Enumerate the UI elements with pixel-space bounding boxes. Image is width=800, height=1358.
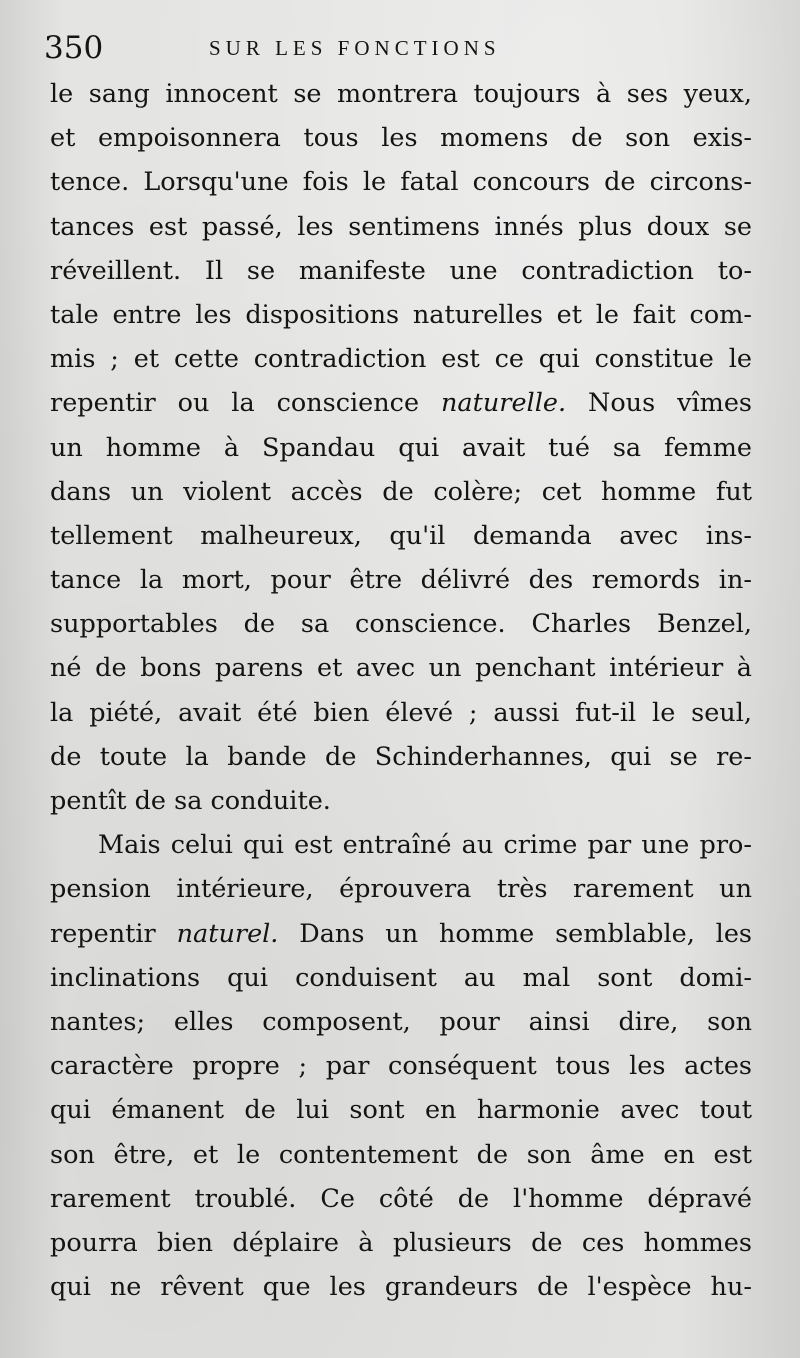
page-number: 350	[44, 30, 104, 66]
text-span: Dans un homme semblable, les	[299, 918, 752, 949]
text-span: repentir	[50, 918, 156, 949]
text-line: qui ne rêvent que les grandeurs de l'espèce hu-	[50, 1272, 752, 1303]
text-line: réveillent. Il se manifeste une contradiction to-	[50, 255, 752, 286]
paragraph-start-line: Mais celui qui est entraîné au crime par une pro-	[98, 830, 752, 861]
text-line: tence. Lorsqu'une fois le fatal concours de circons-	[50, 167, 752, 198]
text-line: tance la mort, pour être délivré des remords in-	[50, 565, 752, 596]
body-text	[50, 72, 752, 1309]
text-line: la piété, avait été bien élevé ; aussi fut-il le seul,	[50, 697, 752, 728]
text-line: tances est passé, les sentimens innés plus doux se	[50, 211, 752, 242]
text-line: et empoisonnera tous les momens de son exis-	[50, 123, 752, 154]
text-line	[50, 912, 752, 956]
text-line: tellement malheureux, qu'il demanda avec ins-	[50, 520, 752, 551]
text-line: le sang innocent se montrera toujours à ses yeux,	[50, 79, 752, 109]
text-line: pension intérieure, éprouvera très rarement un	[50, 874, 752, 905]
text-line: un homme à Spandau qui avait tué sa femme	[50, 432, 752, 463]
text-line: qui émanent de lui sont en harmonie avec tout	[50, 1095, 752, 1126]
paragraph-end-line: pentît de sa conduite.	[50, 786, 331, 816]
text-line: inclinations qui conduisent au mal sont domi-	[50, 962, 752, 993]
italic-word: naturelle.	[440, 388, 567, 419]
text-line: pourra bien déplaire à plusieurs de ces hommes	[50, 1227, 752, 1258]
text-line: supportables de sa conscience. Charles Benzel,	[50, 609, 752, 640]
italic-word: naturel.	[176, 918, 279, 949]
text-line	[50, 381, 752, 425]
text-line: mis ; et cette contradiction est ce qui constitue le	[50, 344, 752, 375]
running-head: SUR LES FONCTIONS	[209, 36, 501, 60]
text-line: caractère propre ; par conséquent tous les actes	[50, 1051, 752, 1082]
text-span: Nous vîmes	[588, 388, 753, 419]
text-line: dans un violent accès de colère; cet homme fut	[50, 476, 752, 507]
page-header	[44, 28, 770, 68]
text-line: de toute la bande de Schinderhannes, qui se re-	[50, 741, 752, 772]
text-line: né de bons parens et avec un penchant intérieur à	[50, 653, 752, 684]
text-line: nantes; elles composent, pour ainsi dire, son	[50, 1006, 752, 1037]
text-line: son être, et le contentement de son âme en est	[50, 1139, 752, 1170]
text-line: rarement troublé. Ce côté de l'homme dépravé	[50, 1183, 752, 1214]
text-span: repentir ou la conscience	[50, 388, 420, 419]
text-line: tale entre les dispositions naturelles et le fait com-	[50, 299, 752, 330]
